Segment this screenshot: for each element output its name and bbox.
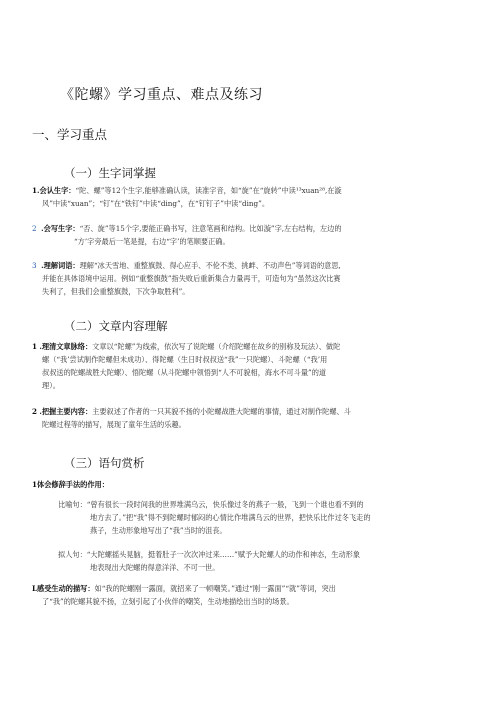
item-label: .把握主要内容： [39, 407, 93, 416]
list-item [32, 222, 472, 248]
item-text-line: 拟人句：“大陀螺摇头晃脑，挺着肚子一次次冲过来……”赋予大陀螺人的动作和神态，生动形象 [58, 550, 361, 559]
item-text-line: 地表现出大陀螺的得意洋洋、不可一世。 [90, 563, 220, 572]
sub-item [58, 498, 478, 537]
item-label: .会写生字： [41, 224, 80, 233]
item-text-line: “否、旋”等15个字,要能正确书写，注意笔画和结构。比如漩”字,左右结构，左边的 [79, 224, 342, 233]
item-text-line: “方’字旁最后一笔是提，右边“字’的笔顺要正确。 [74, 237, 230, 246]
item-text-line: 理）。 [42, 381, 60, 390]
item-label: 会认生字： [39, 186, 76, 195]
item-text-line: 风”中读“xuan”；“钉”在“铁钉”中读“ding”，在“钉钉子”中读“ding”。 [42, 199, 270, 208]
list-item [32, 582, 472, 608]
item-number: 3 [32, 261, 37, 270]
list-item [32, 340, 472, 392]
sub-item [58, 548, 478, 574]
item-text-line: 失利了，但我们会重整旗鼓，下次争取胜利”。 [42, 287, 190, 296]
list-item [32, 405, 472, 431]
item-text-line: 燕子，生动形象地写出了“我”当时的沮丧。 [90, 526, 227, 535]
list-item [32, 478, 472, 491]
item-text-line: 并能在具体语境中运用。例如“重整旗鼓”指失败后重新集合力量再干，可造句为“虽然这次比赛 [42, 274, 341, 283]
item-text-line: 理解“冰天雪地、重整旗鼓、得心应手、不伦不类、挑衅、不动声色”等词语的意思, [79, 261, 341, 270]
subsection-heading-2: （二）文章内容理解 [64, 319, 168, 333]
item-number: 1 [32, 342, 38, 351]
item-text-line: 叔叔送的陀螺战胜大陀螺）、悟陀螺（从斗陀螺中领悟到“人不可貌相，海水不可斗量”的道 [42, 368, 327, 377]
item-text-line: 如“我的陀螺刚一露面，就招来了一顿嘲笑。”通过“刚一露面”“就”等词，突出 [94, 584, 336, 593]
item-text-line: 比喻句：“曾有很长一段时间我的世界堆满乌云，快乐像过冬的燕子一般，飞到一个谁也看不到的 [58, 500, 364, 509]
subsection-heading-1: （一）生字词掌握 [64, 166, 156, 180]
item-number: 1. [32, 186, 40, 195]
list-item [32, 184, 472, 210]
item-text-line: 陀螺过程等的描写，展现了童年生活的乐趣。 [42, 420, 186, 429]
subsection-heading-3: （三）语句赏析 [64, 456, 145, 470]
item-text-line: 了“我”的陀螺其貌不扬，立刻引起了小伙伴的嘲笑，生动地描绘出当时的场景。 [42, 597, 294, 606]
item-label: L感受生动的描写： [32, 584, 95, 593]
item-number: 2 [32, 407, 38, 416]
list-item [32, 259, 472, 298]
item-label: .理解词语： [41, 261, 80, 270]
item-text-line: “陀、螺”等12个生字,能够准确认读，读准字音，如“旋”在“旋转”中读¹³xuan²⁸,在漩 [75, 186, 342, 195]
item-number: 2 [32, 224, 37, 233]
item-text-line: 地方去了。”把“我”得不到陀螺时郁闷的心情比作堆满乌云的世界，把快乐比作过冬飞走的 [90, 513, 371, 522]
item-text-line: 螺（“我’尝试制作陀螺但未成功）、得陀螺（生日时叔叔送“我”一只陀螺）、斗陀螺（“我’用 [42, 355, 328, 364]
page-title: 《陀螺》学习重点、难点及练习 [60, 87, 263, 103]
item-text-line: 文章以“陀螺”为线索，依次写了说陀螺（介绍陀螺在故乡的别称及玩法）、做陀 [92, 342, 341, 351]
section-heading-1: 一、学习重点 [32, 127, 108, 142]
item-label: .理清文章脉络： [39, 342, 93, 351]
item-text-line: 主要叙述了作者的一只其貌不扬的小陀螺战胜大陀螺的事情，通过对制作陀螺、斗 [92, 407, 351, 416]
item-label: 1体会修辞手法的作用： [32, 480, 109, 489]
